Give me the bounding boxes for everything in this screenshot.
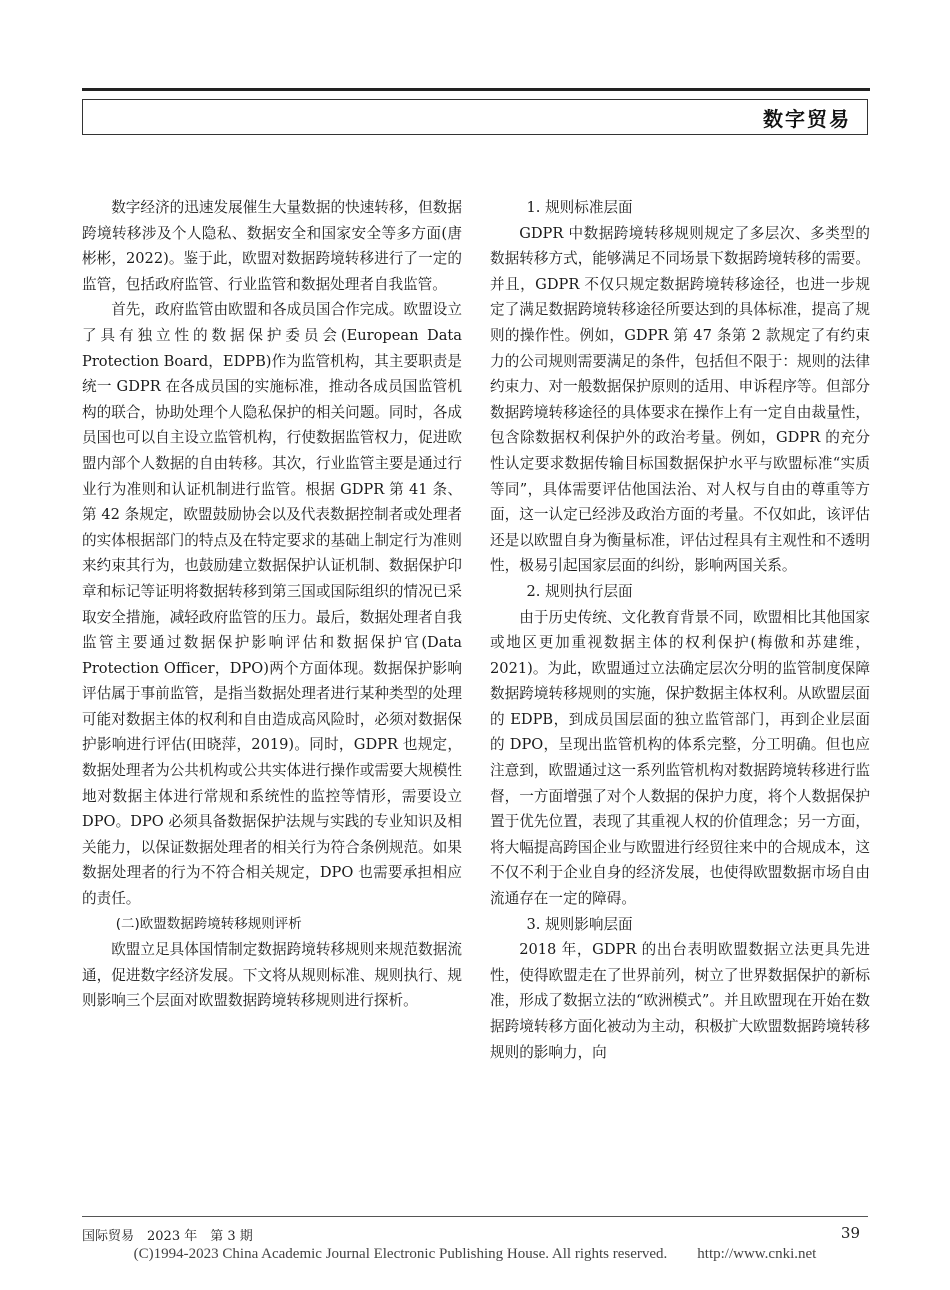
section-subheading: (二)欧盟数据跨境转移规则评析 bbox=[115, 915, 302, 932]
right-column bbox=[490, 195, 870, 1065]
rule-heading: 2. 规则执行层面 bbox=[526, 582, 633, 600]
page-number: 39 bbox=[840, 1224, 860, 1242]
paragraph: 首先，政府监管由欧盟和各成员国合作完成。欧盟设立了具有独立性的数据保护委员会(European Data Protection Board，EDPB)作为监管机构，其主要职责是统一 GDPR 在各成员国的实施标准，推动各成员国监管机构的联合，协助处理个人隐私保护的相关问题。同时，各成员国也可以自主设立监管机构，行使数据监管权力，促进欧盟内部个人数据的自由转移。其次，行业监管主要是通过行业行为准则和认证机制进行监管。根据 GDPR 第 41 条、第 42 条规定，欧盟鼓励协会以及代表数据控制者或处理者的实体根据部门的特点及在特定要求的基础上制定行为准则来约束其行为，也鼓励建立数据保护认证机制、数据保护印章和标记等证明将数据转移到第三国或国际组织的情况已采取安全措施，减轻政府监管的压力。最后，数据处理者自我监管主要通过数据保护影响评估和数据保护官(Data Protection Officer，DPO)两个方面体现。数据保护影响评估属于事前监管，是指当数据处理者进行某种类型的处理可能对数据主体的权利和自由造成高风险时，必须对数据保护影响进行评估(田晓萍，2019)。同时，GDPR 也规定，数据处理者为公共机构或公共实体进行操作或需要大规模性地对数据主体进行常规和系统性的监控等情形，需要设立 DPO。DPO 必须具备数据保护法规与实践的专业知识及相关能力，以保证数据处理者的相关行为符合条例规范。如果数据处理者的行为不符合相关规定，DPO 也需要承担相应的责任。 bbox=[82, 301, 462, 908]
rule-heading: 3. 规则影响层面 bbox=[526, 915, 633, 933]
paragraph: 欧盟立足具体国情制定数据跨境转移规则来规范数据流通，促进数字经济发展。下文将从规则标准、规则执行、规则影响三个层面对欧盟数据跨境转移规则进行探析。 bbox=[82, 941, 462, 1010]
copyright-notice: (C)1994-2023 China Academic Journal Electronic Publishing House. All rights reserved. http://www.cnki.net bbox=[133, 1246, 817, 1262]
header-top-rule bbox=[82, 88, 870, 91]
paragraph: 数字经济的迅速发展催生大量数据的快速转移，但数据跨境转移涉及个人隐私、数据安全和国家安全等多方面(唐彬彬，2022)。鉴于此，欧盟对数据跨境转移进行了一定的监管，包括政府监管、行业监管和数据处理者自我监管。 bbox=[82, 199, 462, 293]
paragraph: 由于历史传统、文化教育背景不同，欧盟相比其他国家或地区更加重视数据主体的权利保护(梅傲和苏建维，2021)。为此，欧盟通过立法确定层次分明的监管制度保障数据跨境转移规则的实施，保护数据主体权利。从欧盟层面的 EDPB，到成员国层面的独立监管部门，再到企业层面的 DPO，呈现出监管机构的体系完整，分工明确。但也应注意到，欧盟通过这一系列监管机构对数据跨境转移进行监督，一方面增强了对个人数据的保护力度，将个人数据保护置于优先位置，表现了其重视人权的价值理念；另一方面，将大幅提高跨国企业与欧盟进行经贸往来中的合规成本，这不仅不利于企业自身的经济发展，也使得欧盟数据市场自由流通存在一定的障碍。 bbox=[490, 608, 870, 908]
section-header bbox=[82, 99, 868, 135]
rule-heading: 1. 规则标准层面 bbox=[526, 199, 633, 216]
paragraph: 2018 年，GDPR 的出台表明欧盟数据立法更具先进性，使得欧盟走在了世界前列，树立了世界数据保护的新标准，形成了数据立法的“欧洲模式”。并且欧盟现在开始在数据跨境转移方面化被动为主动，积极扩大欧盟数据跨境转移规则的影响力，向 bbox=[490, 941, 870, 1061]
paragraph: GDPR 中数据跨境转移规则规定了多层次、多类型的数据转移方式，能够满足不同场景下数据跨境转移的需要。并且，GDPR 不仅只规定数据跨境转移途径，也进一步规定了满足数据跨境转移途径所要达到的具体标准，提高了规则的操作性。例如，GDPR 第 47 条第 2 款规定了有约束力的公司规则需要满足的条件，包括但不限于：规则的法律约束力、对一般数据保护原则的适用、申诉程序等。但部分数据跨境转移途径的具体要求在操作上有一定自由裁量性，包含除数据权利保护外的政治考量。例如，GDPR 的充分性认定要求数据传输目标国数据保护水平与欧盟标准“实质等同”，具体需要评估他国法治、对人权与自由的尊重等方面，这一认定已经涉及政治方面的考量。不仅如此，该评估还是以欧盟自身为衡量标准，评估过程具有主观性和不透明性，极易引起国家层面的纠纷，影响两国关系。 bbox=[490, 224, 870, 575]
left-column bbox=[82, 195, 462, 1014]
section-title: 数字贸易 bbox=[763, 107, 851, 131]
footer-rule bbox=[82, 1216, 868, 1217]
journal-issue: 国际贸易 2023 年 第 3 期 bbox=[82, 1229, 253, 1244]
